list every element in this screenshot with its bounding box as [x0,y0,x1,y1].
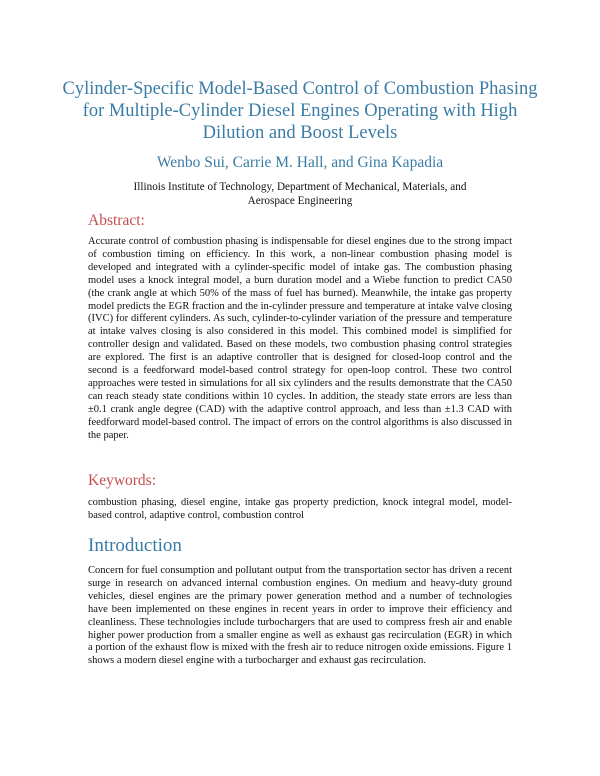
keywords-text: combustion phasing, diesel engine, intake gas property prediction, knock integral model, model-based control, adaptive control, combustion control [88,497,512,521]
introduction-heading: Introduction [88,535,182,556]
paper-title: Cylinder-Specific Model-Based Control of Combustion Phasing for Multiple-Cylinder Diesel Engines Operating with High Dilution and Boost Levels [62,79,538,143]
paper-authors: Wenbo Sui, Carrie M. Hall, and Gina Kapadia [156,154,444,171]
keywords-heading: Keywords: [88,472,157,489]
introduction-text: Concern for fuel consumption and pollutant output from the transportation sector has driven a recent surge in research on advanced internal combustion engines. On medium and heavy-duty ground vehicles, diesel engines are the primary power generation method and a number of technologies have been implemented on these engines in recent years in order to improve their efficiency and cleanliness. These technologies include turbochargers that are used to compress fresh air and enable higher power production from a smaller engine as well as exhaust gas recirculation (EGR) in which a portion of the exhaust flow is mixed with the fresh air to reduce nitrogen oxide emissions. Figure 1 shows a modern diesel engine with a turbocharger and exhaust gas recirculation. [88,565,512,667]
abstract-heading: Abstract: [88,212,145,229]
paper-affiliation: Illinois Institute of Technology, Department of Mechanical, Materials, and Aerospace Engineering [133,181,467,207]
abstract-text: Accurate control of combustion phasing is indispensable for diesel engines due to the strong impact of combustion timing on efficiency. In this work, a non-linear combustion phasing model is developed and integrated with a cylinder-specific model of intake gas. The combustion phasing model uses a knock integral model, a burn duration model and a Wiebe function to predict CA50 (the crank angle at which 50% of the mass of fuel has burned). Meanwhile, the intake gas property model predicts the EGR fraction and the in-cylinder pressure and temperature at intake valve closing (IVC) for different cylinders. As such, cylinder-to-cylinder variation of the pressure and temperature at intake valves closing is also considered in this model. This combined model is simplified for controller design and validated. Based on these models, two combustion phasing control strategies are explored. The first is an adaptive controller that is designed for closed-loop control and the second is a feedforward model-based control strategy for open-loop control. These two control approaches were tested in simulations for all six cylinders and the results demonstrate that the CA50 can reach steady state conditions within 10 cycles. In addition, the steady state errors are less than ±0.1 crank angle degree (CAD) with the adaptive control approach, and less than ±1.3 CAD with feedforward model-based control. The impact of errors on the control algorithms is also discussed in the paper. [88,236,512,441]
